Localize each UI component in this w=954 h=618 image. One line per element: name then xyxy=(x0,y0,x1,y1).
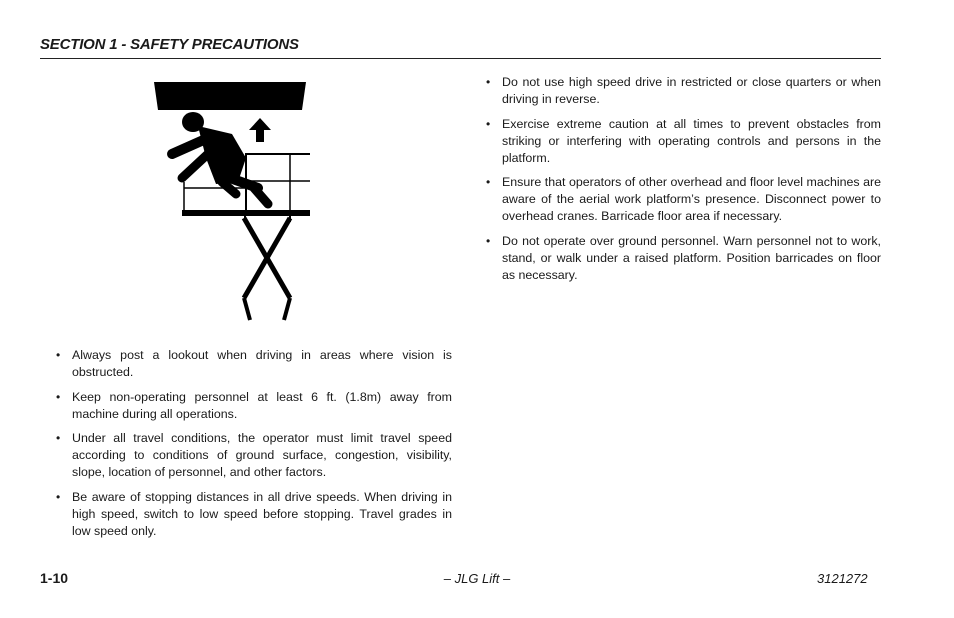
page-number: 1-10 xyxy=(40,570,69,586)
list-item: • Keep non-operating personnel at least 6 ft. (1.8m) away from machine during all operations. xyxy=(56,389,452,423)
right-bullet-list xyxy=(486,74,881,291)
section-header: SECTION 1 - SAFETY PRECAUTIONS xyxy=(40,36,881,59)
list-item: • Be aware of stopping distances in all drive speeds. When driving in high speed, switch to low speed before stopping. Travel grades in low speed only. xyxy=(56,489,452,540)
crushing-hazard-scissor-lift-icon xyxy=(150,80,310,324)
list-item: • Do not use high speed drive in restricted or close quarters or when driving in reverse. xyxy=(486,74,881,108)
left-bullet-list xyxy=(56,347,452,547)
footer-title: – JLG Lift – xyxy=(443,571,511,586)
document-number: 3121272 xyxy=(817,571,868,586)
list-item: • Ensure that operators of other overhead and floor level machines are aware of the aerial work platform’s presence. Disconnect power to overhead cranes. Barricade floor area if necessary. xyxy=(486,174,881,225)
list-item: • Exercise extreme caution at all times to prevent obstacles from striking or interfering with operating controls and persons in the platform. xyxy=(486,116,881,167)
list-item: • Under all travel conditions, the operator must limit travel speed according to conditions of ground surface, congestion, visibility, slope, location of personnel, and other factors. xyxy=(56,430,452,481)
list-item: • Do not operate over ground personnel. Warn personnel not to work, stand, or walk under a raised platform. Position barricades on floor as necessary. xyxy=(486,233,881,284)
list-item: • Always post a lookout when driving in areas where vision is obstructed. xyxy=(56,347,452,381)
